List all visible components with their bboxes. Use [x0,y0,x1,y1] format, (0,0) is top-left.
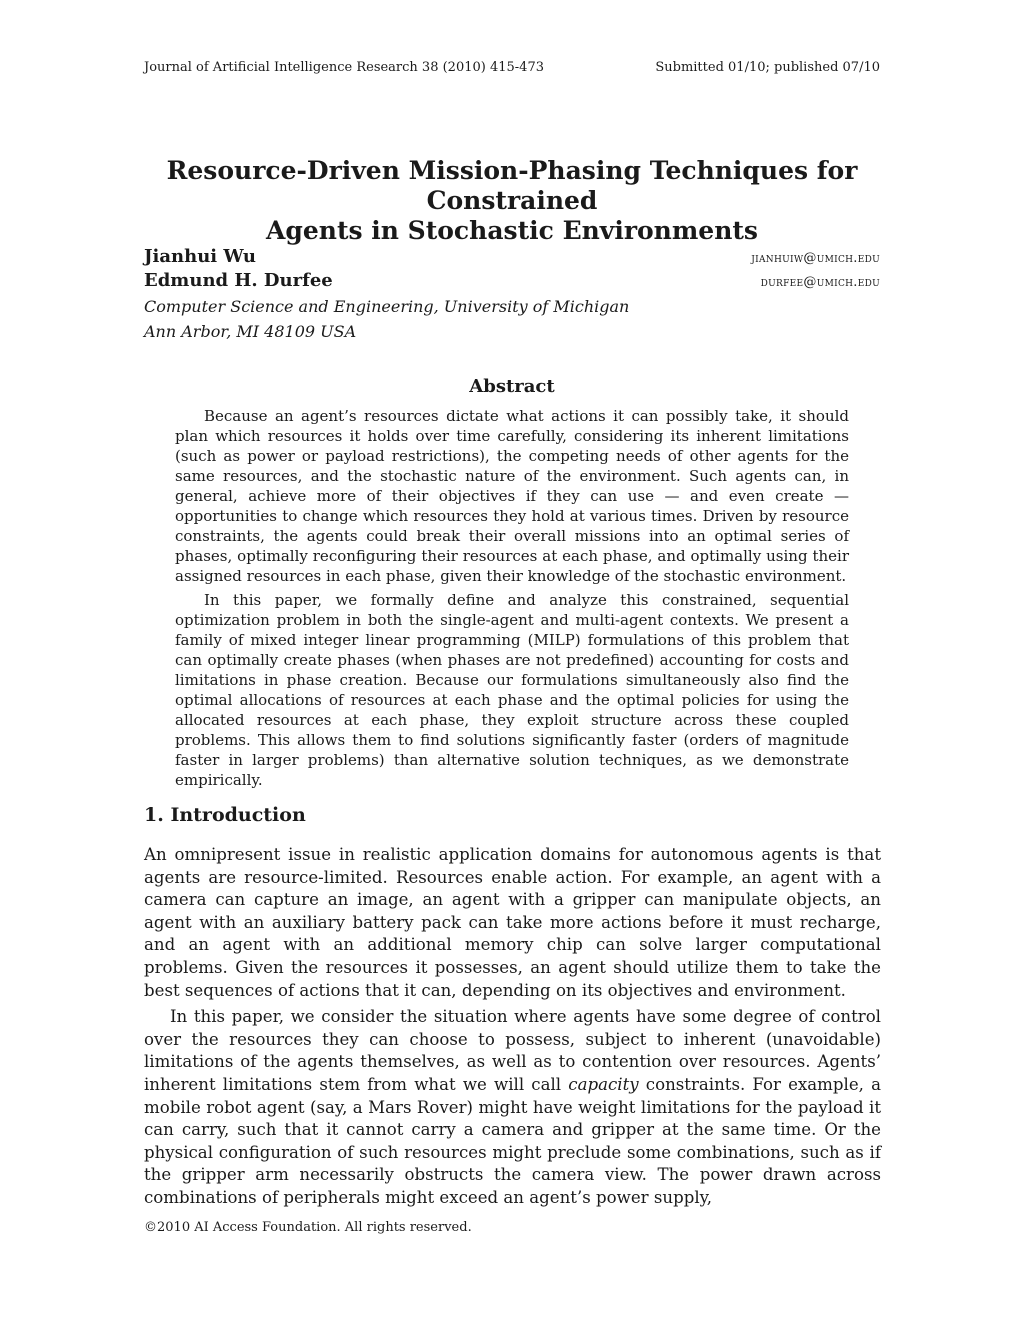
submission-dates: Submitted 01/10; published 07/10 [655,60,880,75]
author-row [144,246,880,270]
author-email: jianhuiw@umich.edu [751,251,880,266]
running-head [144,60,880,75]
author-block [144,246,880,344]
affiliation-line-2: Ann Arbor, MI 48109 USA [144,322,357,341]
abstract-paragraph: In this paper, we formally define and analyze this constrained, sequential optimization problem in both the single-agent and multi-agent contexts. We present a family of mixed integer linear programming (MILP) formulations of this problem that can optimally create phases (when phases are not predefined) accounting for costs and limitations in phase creation. Because our formulations simultaneously also find the optimal allocations of resources at each phase and the optimal policies for using the allocated resources at each phase, they exploit structure across these coupled problems. This allows them to find solutions significantly faster (orders of magnitude faster in larger problems) than alternative solution techniques, as we demonstrate empirically. [175,591,849,789]
section-body [144,844,881,1214]
abstract-heading: Abstract [469,376,555,397]
journal-citation: Journal of Artificial Intelligence Research 38 (2010) 415-473 [144,60,544,75]
copyright-footer: ©2010 AI Access Foundation. All rights reserved. [144,1220,472,1235]
emphasized-term: capacity [568,1074,639,1094]
affiliation-line-1: Computer Science and Engineering, University of Michigan [144,297,630,316]
title-line-2: Agents in Stochastic Environments [265,216,759,245]
author-row [144,270,880,294]
abstract-body [175,406,849,794]
title-line-1: Resource-Driven Mission-Phasing Techniques for Constrained [166,156,858,215]
body-text-run: In this paper, we consider the situation where agents have some degree of control over the resources they can choose to possess, subject to inherent (unavoidable) limitations of the agents themselves, as well as to contention over resources. Agents’ inherent limitations stem from what we will call [144,1007,881,1094]
author-name: Jianhui Wu [144,246,256,267]
body-paragraph [144,1006,881,1209]
author-email: durfee@umich.edu [760,275,880,290]
section-heading: 1. Introduction [144,804,306,826]
paper-title [110,156,914,246]
body-paragraph: An omnipresent issue in realistic application domains for autonomous agents is that agents are resource-limited. Resources enable action. For example, an agent with a camera can capture an image, an agent with a gripper can manipulate objects, an agent with an auxiliary battery pack can take more actions before it must recharge, and an agent with an additional memory chip can solve larger computational problems. Given the resources it possesses, an agent should utilize them to take the best sequences of actions that it can, depending on its objectives and environment. [144,845,881,1000]
author-name: Edmund H. Durfee [144,270,333,291]
body-text-run: constraints. For example, a mobile robot agent (say, a Mars Rover) might have weight limitations for the payload it can carry, such that it cannot carry a camera and gripper at the same time. Or the physical configuration of such resources might preclude some combinations, such as if the gripper arm necessarily obstructs the camera view. The power drawn across combinations of peripherals might exceed an agent’s power supply, [144,1074,881,1207]
abstract-paragraph: Because an agent’s resources dictate what actions it can possibly take, it should plan which resources it holds over time carefully, considering its inherent limitations (such as power or payload restrictions), the competing needs of other agents for the same resources, and the stochastic nature of the environment. Such agents can, in general, achieve more of their objectives if they can use — and even create — opportunities to change which resources they hold at various times. Driven by resource constraints, the agents could break their overall missions into an optimal series of phases, optimally reconfiguring their resources at each phase, and optimally using their assigned resources in each phase, given their knowledge of the stochastic environment. [175,407,849,585]
